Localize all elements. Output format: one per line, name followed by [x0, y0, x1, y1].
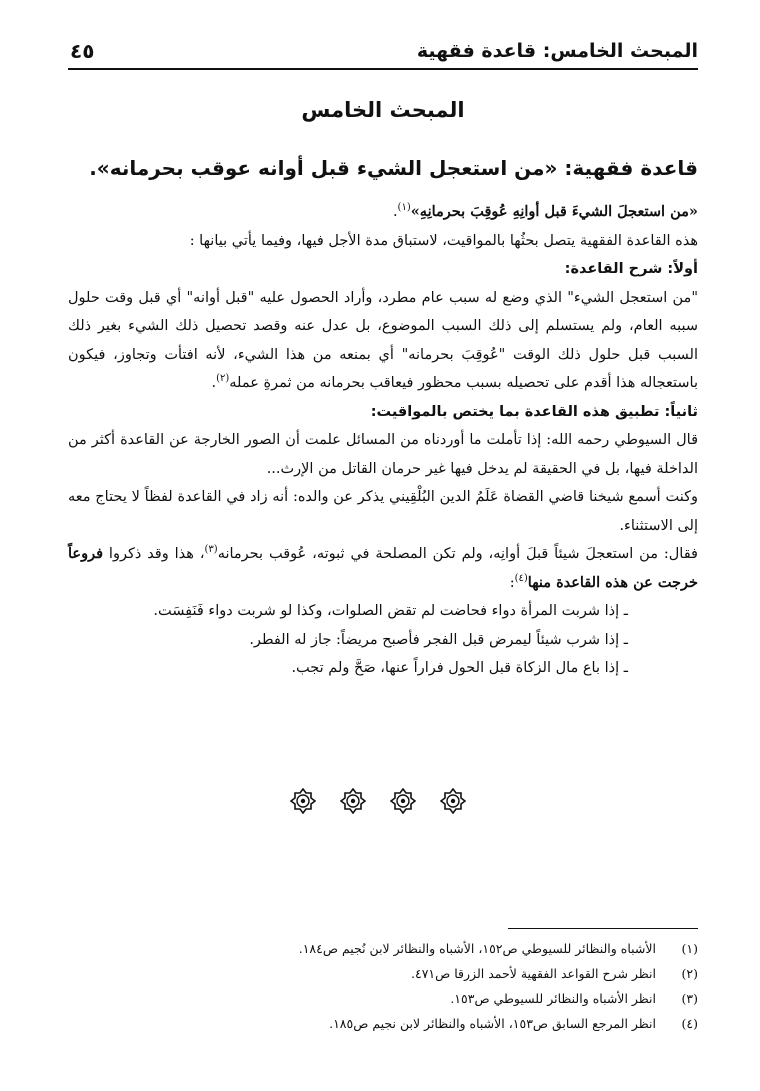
- footnote-text: انظر الأشباه والنظائر للسيوطي ص١٥٣.: [450, 991, 656, 1006]
- part1-heading: أولاً: شرح القاعدة:: [564, 261, 698, 277]
- footnote: [68, 1011, 698, 1036]
- footnote-ref-1: (١): [397, 202, 411, 214]
- footnote-number: (١): [681, 941, 698, 956]
- list-item: ـ إذا شربت المرأة دواء فحاضت لم تقض الصلوات، وكذا لو شربت دواء فَنَفِسَت.: [153, 603, 628, 619]
- footnote-ref-2: (٢): [216, 373, 230, 385]
- footnote-number: (٤): [681, 1016, 698, 1031]
- running-header: [70, 36, 698, 66]
- rule-statement: «من استعجلَ الشيءَ قبل أوانِهِ عُوقِبَ بحرمانِهِ»$^{(١)}$.: [392, 202, 698, 220]
- footnote-number: (٣): [681, 991, 698, 1006]
- list-item: ـ إذا شرب شيئاً ليمرض قبل الفجر فأصبح مريضاً: جاز له الفطر.: [249, 631, 628, 648]
- part2-paragraph-2: وكنت أسمع شيخنا قاضي القضاة عَلَمُ الدين البُلْقِيني يذكر عن والده: أنه زاد في القاعدة لفظاً لا يحتاج معه إلى الاستثناء.: [68, 489, 698, 534]
- part2-paragraph-3: فقال: من استعجلَ شيئاً قبلَ أوانِه، ولم تكن المصلحة في ثبوته، عُوقب بحرمانه$^{(٣)}$، هذا وقد ذكروا فروعاً خرجت عن هذه القاعدة منها$^{(٤)}$:: [68, 544, 698, 591]
- section-end-ornaments: [290, 786, 466, 816]
- page-number: ٤٥: [70, 39, 95, 63]
- ornament-icon: [340, 788, 366, 814]
- section-heading: المبحث الخامس: [301, 98, 465, 122]
- header-rule: [68, 68, 698, 70]
- footnote-rule: [508, 928, 698, 929]
- ornament-icon: [390, 788, 416, 814]
- footnote-text: انظر المرجع السابق ص١٥٣، الأشباه والنظائر لابن نجيم ص١٨٥.: [329, 1016, 656, 1031]
- rule-heading: قاعدة فقهية: «من استعجل الشيء قبل أوانه عوقب بحرمانه».: [89, 156, 698, 180]
- footnotes: [68, 936, 698, 1036]
- footnote-text: انظر شرح القواعد الفقهية لأحمد الزرقا ص٤٧١.: [411, 966, 656, 981]
- part2-heading: ثانياً: تطبيق هذه القاعدة بما يختص بالمواقيت:: [370, 403, 698, 420]
- ornament-icon: [440, 788, 466, 814]
- page-body: [68, 198, 698, 683]
- intro-paragraph: هذه القاعدة الفقهية يتصل بحثُها بالمواقيت، لاستباق مدة الأجل فيها، وفيما يأتي بيانها :: [189, 232, 698, 249]
- ornament-icon: [290, 788, 316, 814]
- running-header-title: المبحث الخامس: قاعدة فقهية: [416, 40, 698, 62]
- footnote: [68, 936, 698, 961]
- footnote-ref-3: (٣): [204, 544, 218, 556]
- part2-paragraph-1: قال السيوطي رحمه الله: إذا تأملت ما أوردناه من المسائل علمت أن الصور الخارجة عن القاعدة أكثر من الداخلة فيها، بل في الحقيقة لم يدخل فيها غير حرمان القاتل من الإرث...: [68, 432, 698, 477]
- footnote: [68, 961, 698, 986]
- footnote-text: الأشباه والنظائر للسيوطي ص١٥٢، الأشباه والنظائر لابن نُجيم ص١٨٤.: [298, 941, 656, 956]
- footnote-ref-4: (٤): [514, 572, 528, 584]
- footnote-number: (٢): [681, 966, 698, 981]
- part1-paragraph: "من استعجل الشيء" الذي وضع له سبب عام مطرد، وأراد الحصول عليه "قبل أوانه" أي قبل وقت حلول سببه العام، ولم يستسلم إلى ذلك السبب الموضوع، بل عدل عنه وقصد تحصيل ذلك الشيء بغير ذلك السبب قبل حلول ذلك الوقت "عُوقِبَ بحرمانه" أي بمنعه من هذا الشيء، لأنه افتأت وتجاوز، فيكون باستعجاله هذا أقدم على تحصيله بسبب محظور فيعاقب بحرمانه من ثمرةِ عمله$^{(٢)}$.: [68, 289, 698, 391]
- list-item: ـ إذا باع مال الزكاة قبل الحول فراراً عنها، صَحَّ ولم تجب.: [291, 660, 628, 676]
- footnote: [68, 986, 698, 1011]
